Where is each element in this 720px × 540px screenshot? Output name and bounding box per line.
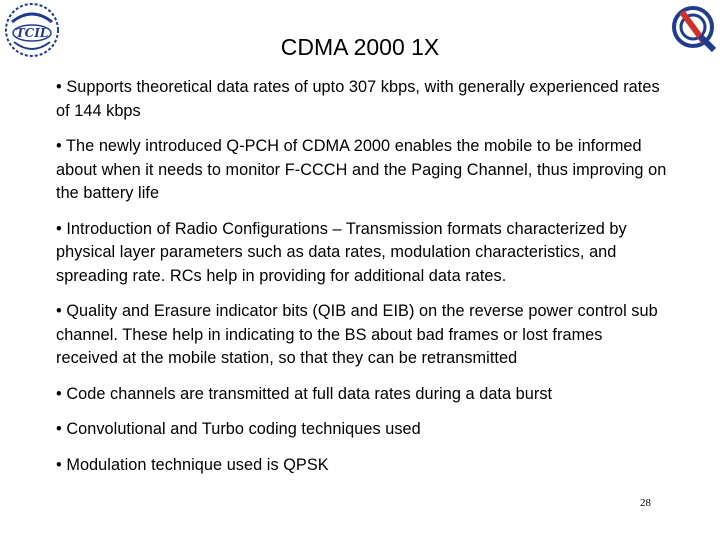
bullet-item bbox=[56, 383, 668, 407]
bullet-marker: • bbox=[56, 420, 62, 438]
bullet-marker: • bbox=[56, 384, 62, 403]
bullet-text: Code channels are transmitted at full data rates during a data burst bbox=[66, 384, 553, 403]
logo-lettering: TCIL bbox=[15, 26, 49, 40]
bullet-marker: • bbox=[56, 219, 62, 238]
bullet-marker: • bbox=[56, 302, 62, 320]
bullet-item bbox=[56, 135, 668, 206]
bullet-item bbox=[56, 300, 668, 371]
bullet-marker: • bbox=[56, 455, 62, 474]
bullet-text: Modulation technique used is QPSK bbox=[66, 455, 329, 474]
bullet-text: The newly introduced Q-PCH of CDMA 2000 enables the mobile to be informed about when it needs to monitor F-CCCH and the Paging Channel, thus improving on the battery life bbox=[56, 137, 667, 202]
bullet-item bbox=[56, 418, 668, 442]
bullet-list bbox=[56, 76, 668, 489]
page-number: 28 bbox=[640, 497, 651, 509]
bullet-marker: • bbox=[56, 137, 62, 155]
bullet-marker: • bbox=[56, 78, 62, 96]
bullet-text: Quality and Erasure indicator bits (QIB and EIB) on the reverse power control sub channel. These help in indicating to the BS about bad frames or lost frames received at the mobile station, so that they can be retransmitted bbox=[56, 302, 658, 367]
bullet-text: Introduction of Radio Configurations – Transmission formats characterized by physical layer parameters such as data rates, modulation characteristics, and spreading rate. RCs help in providing for additional data rates. bbox=[56, 219, 627, 285]
bullet-item bbox=[56, 454, 668, 478]
bullet-item bbox=[56, 76, 668, 123]
bullet-text: Convolutional and Turbo coding techniques used bbox=[66, 420, 421, 438]
slide-title: CDMA 2000 1X bbox=[280, 34, 440, 60]
bullet-item bbox=[56, 218, 668, 289]
bullet-text: Supports theoretical data rates of upto 307 kbps, with generally experienced rates of 144 kbps bbox=[56, 78, 660, 120]
